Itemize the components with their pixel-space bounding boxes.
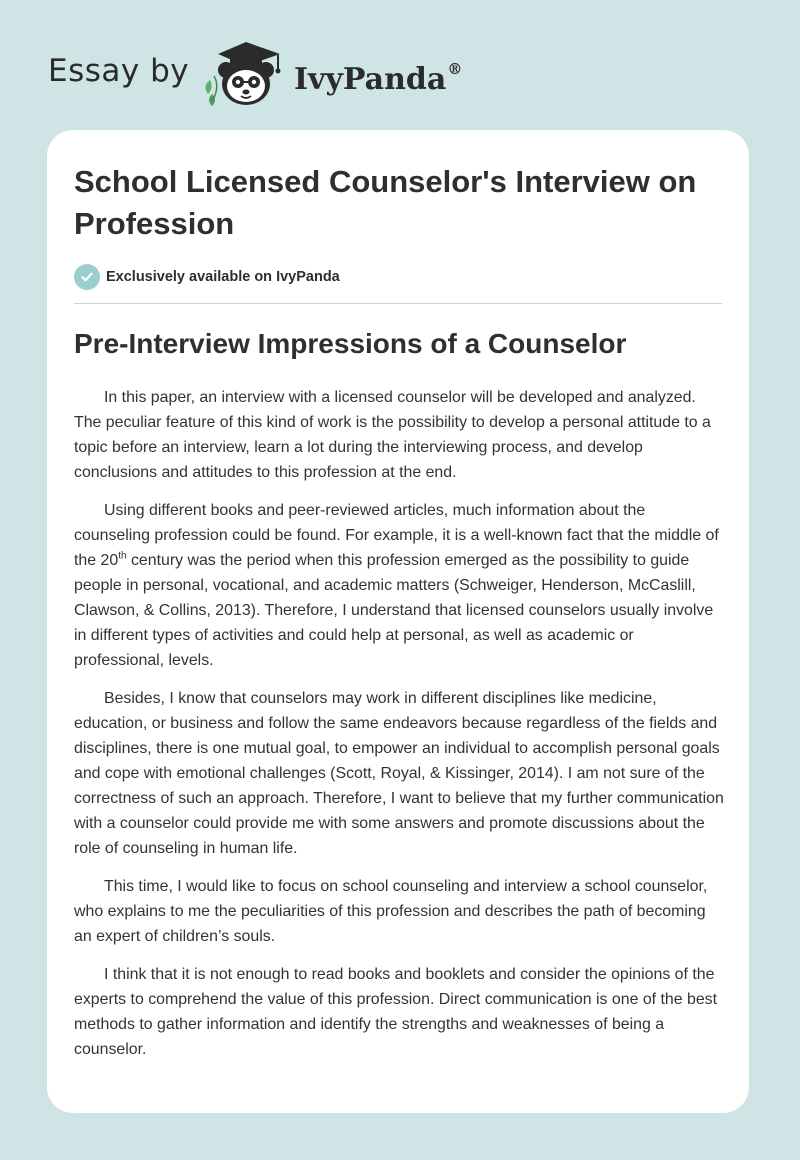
ordinal-suffix: th — [118, 550, 127, 562]
paragraph: This time, I would like to focus on school counseling and interview a school counselor, who explains to me the peculiarities of this profession and describes the path of becoming an expert of children’s souls. — [74, 878, 708, 945]
graduation-panda-logo-icon[interactable] — [200, 36, 292, 108]
paragraph: In this paper, an interview with a licensed counselor will be developed and analyzed. The peculiar feature of this kind of work is the possibility to develop a personal attitude to a topic before an interview, learn a lot during the interviewing process, and develop conclusions and attitudes to this profession at the end. — [74, 389, 711, 481]
essay-by-label: Essay by — [48, 53, 190, 89]
paragraph-text: century was the period when this profession emerged as the possibility to guide people in personal, vocational, and academic matters (Schweiger, Henderson, McCaslill, Clawson, & Collins, 2013). Therefore, I understand that licensed counselors usually involve in different types of activities and could help at personal, as well as academic or professional, levels. — [74, 552, 714, 669]
exclusive-badge-label: Exclusively available on IvyPanda — [106, 269, 340, 285]
article-title: School Licensed Counselor's Interview on Profession — [74, 164, 697, 241]
divider — [74, 303, 722, 304]
paragraph-text: Using different books and peer-reviewed articles, much information about the counseling profession could be found. For example, it is a well-known fact that the middle of the 20 — [74, 502, 719, 569]
article-card — [47, 130, 749, 1113]
exclusive-badge — [74, 264, 340, 290]
check-icon — [74, 264, 100, 290]
paragraph: Besides, I know that counselors may work in different disciplines like medicine, education, or business and follow the same endeavors because regardless of the fields and disciplines, there is one mutual goal, to empower an individual to accomplish personal goals and cope with emotional challenges (Scott, Royal, & Kissinger, 2014). I am not sure of the correctness of such an approach. Therefore, I want to believe that my further communication with a counselor could provide me with some answers and promote discussions about the role of counseling in human life. — [74, 690, 724, 857]
paragraph: I think that it is not enough to read books and booklets and consider the opinions of the experts to comprehend the value of this profession. Direct communication is one of the best methods to gather information and identify the strengths and weaknesses of being a counselor. — [74, 966, 718, 1058]
article-body — [74, 385, 724, 1075]
brand-name-text: IvyPanda — [294, 62, 447, 97]
section-heading: Pre-Interview Impressions of a Counselor — [74, 328, 627, 359]
registered-mark: ® — [447, 60, 463, 78]
brand-name[interactable] — [294, 54, 462, 99]
paragraph — [74, 498, 724, 673]
site-header — [0, 0, 800, 130]
